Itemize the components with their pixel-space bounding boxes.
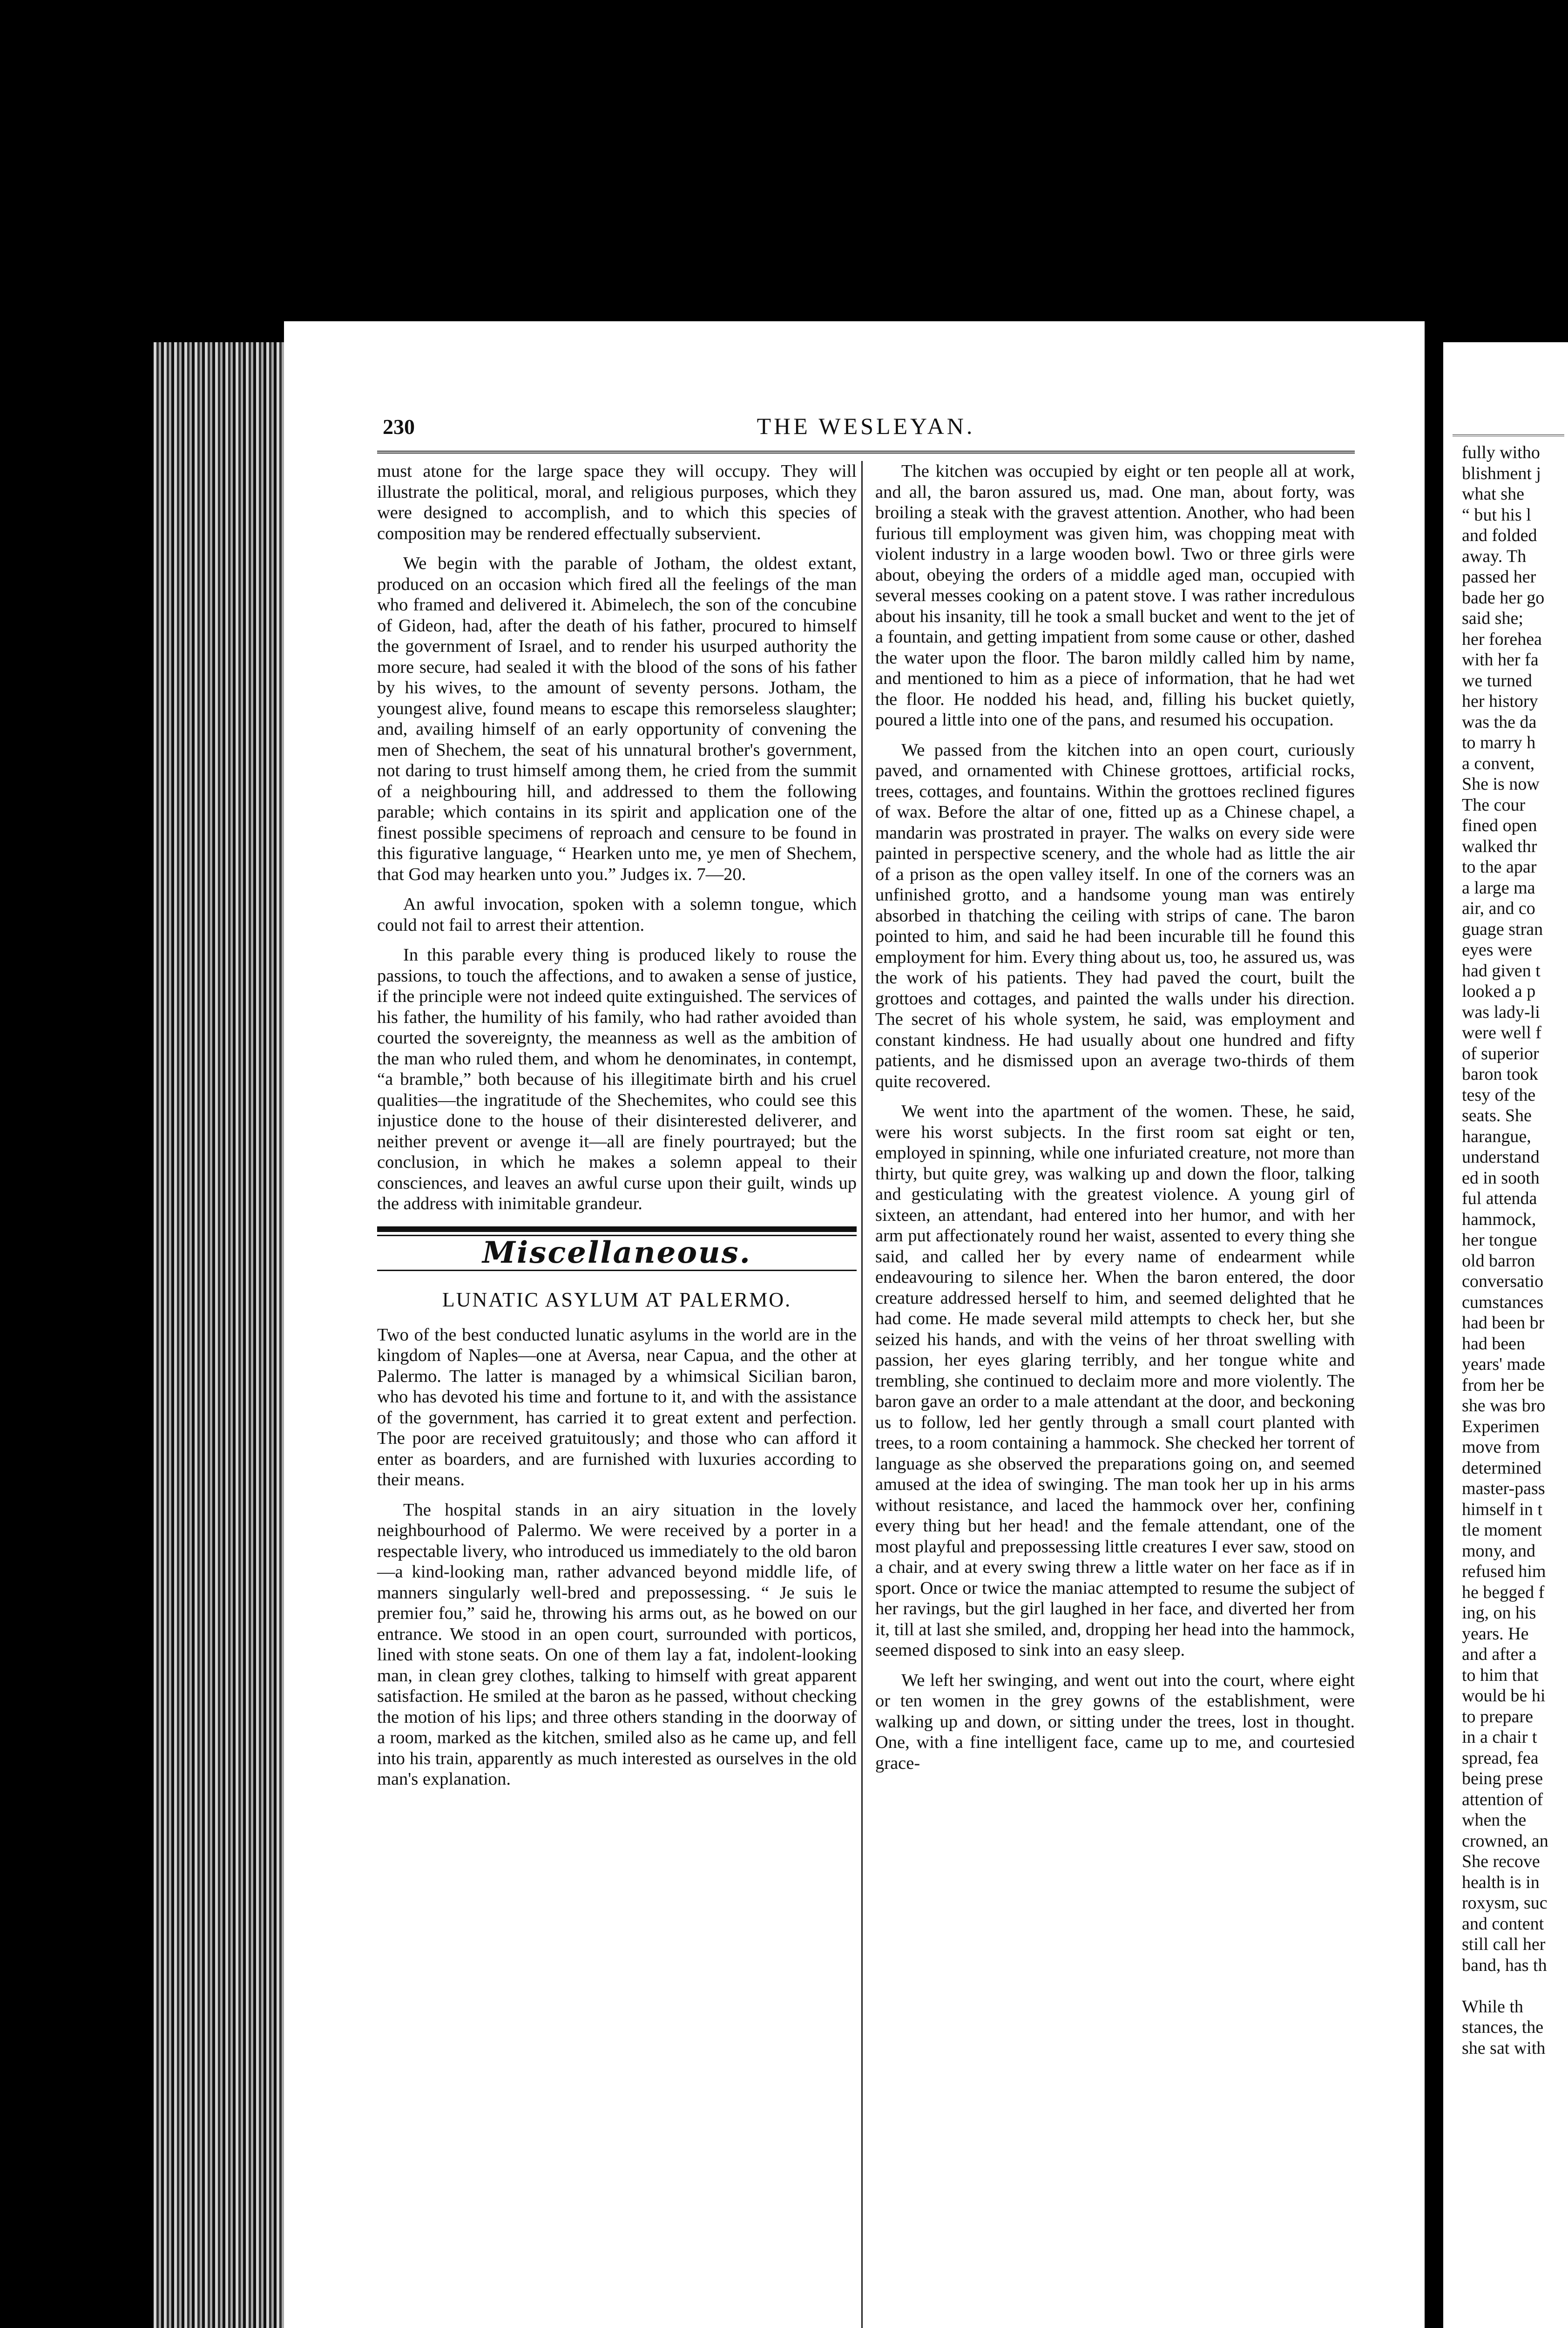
- facing-page-line: refused him: [1462, 1562, 1546, 1581]
- facing-page-line: we turned: [1462, 670, 1532, 690]
- facing-page-line: understand: [1462, 1147, 1540, 1167]
- facing-page-line: She is now: [1462, 774, 1540, 794]
- page-number: 230: [383, 415, 415, 439]
- facing-page-line: guage stran: [1462, 919, 1543, 939]
- facing-page-line: stances, the: [1462, 2017, 1544, 2037]
- facing-page-line: years' made: [1462, 1354, 1545, 1374]
- facing-page-line: in a chair t: [1462, 1727, 1537, 1747]
- facing-page-line: fined open: [1462, 816, 1537, 835]
- facing-page-line: Experimen: [1462, 1416, 1540, 1436]
- facing-page-line: hammock,: [1462, 1209, 1536, 1229]
- article-title: LUNATIC ASYLUM AT PALERMO.: [442, 1288, 792, 1311]
- facing-page-line: eyes were: [1462, 940, 1532, 960]
- facing-page-line: her history: [1462, 691, 1538, 711]
- facing-page-line: seats. She: [1462, 1106, 1532, 1125]
- facing-page-line: being prese: [1462, 1769, 1543, 1788]
- facing-page-line: had given t: [1462, 961, 1541, 981]
- facing-page-line: fully witho: [1462, 443, 1540, 462]
- facing-page-line: and folded: [1462, 526, 1537, 545]
- facing-page-line: from her be: [1462, 1375, 1545, 1395]
- facing-page-line: move from: [1462, 1437, 1540, 1457]
- facing-page-line: had been br: [1462, 1313, 1545, 1333]
- facing-page-line: and content: [1462, 1914, 1544, 1934]
- facing-page-line: band, has th: [1462, 1955, 1547, 1975]
- paragraph: In this parable every thing is produced likely to rouse the passions, to touch the affections, and to awaken a sense of justice, if the principle were not indeed quite extinguished. The services of his father, the humility of his family, who had rather avoided than courted the sovereignty, the meanness as well as the ambition of the man who ruled them, and whom he denominates, in contempt, “a bramble,” both because of his illegitimate birth and his cruel qualities—the ingratitude of the Shechemites, who could see this injustice done to the house of their disinterested deliverer, and neither prevent or avenge it—all are finely pourtrayed; but the conclusion, in which he makes a solemn appeal to their consciences, and leaves an awful curse upon their guilt, winds up the address with inimitable grandeur.: [377, 945, 857, 1213]
- facing-page-line: determined: [1462, 1458, 1541, 1478]
- facing-page-line: when the: [1462, 1810, 1527, 1830]
- facing-page-line: While th: [1462, 1996, 1523, 2017]
- facing-page-line: himself in t: [1462, 1499, 1543, 1519]
- facing-page-line: ing, on his: [1462, 1603, 1536, 1623]
- facing-page-line: to marry h: [1462, 733, 1536, 752]
- facing-page-line: blishment j: [1462, 463, 1541, 483]
- facing-page-line: spread, fea: [1462, 1748, 1539, 1768]
- facing-page-line: The cour: [1462, 795, 1526, 815]
- section-rule: [377, 1226, 857, 1232]
- facing-page-line: she was bro: [1462, 1396, 1546, 1415]
- facing-page-line: conversatio: [1462, 1272, 1544, 1291]
- facing-page-line: walked thr: [1462, 836, 1537, 856]
- facing-page-line: a large ma: [1462, 878, 1535, 898]
- facing-page-line: said she;: [1462, 609, 1523, 628]
- paragraph: We went into the apartment of the women. These, he said, were his worst subjects. In the first room sat eight or ten, employed in spinning, while one infuriated creature, not more than thirty, but quite grey, was walking up and down the floor, talking and gesticulating with the greatest violence. A young girl of sixteen, an attendant, had entered into her humor, and with her arm put affectionately round her waist, assented to every thing she said, and called her by every name of endearment while endeavouring to silence her. When the baron entered, the door creature addressed herself to him, and seemed delighted that he had come. He made several mild attempts to check her, but she seized his hands, and with the veins of her throat swelling with passion, her eyes glaring terribly, and her tongue white and trembling, she continued to declaim more and more violently. The baron gave an order to a male attendant at the door, and beckoning us to follow, led her gently through a small court planted with trees, to a room containing a hammock. She checked her torrent of language as she observed the preparations going on, and seemed amused at the idea of swinging. The man took her up in his arms without resistance, and laced the hammock over her, confining every thing but her head! and the female attendant, one of the most playful and prepossessing little creatures I ever saw, stood on a chair, and at every swing threw a little water on her face as if in sport. Once or twice the maniac attempted to resume the subject of her ravings, but the girl laughed in her face, and diverted her from it, till at last she smiled, and, dropping her head into the hammock, seemed disposed to sink into an easy sleep.: [875, 1102, 1355, 1660]
- paragraph: Two of the best conducted lunatic asylums in the world are in the kingdom of Naples—one at Aversa, near Capua, and the other at Palermo. The latter is managed by a whimsical Sicilian baron, who has devoted his time and fortune to it, and with the assistance of the government, has carried it to great extent and perfection. The poor are received gratuitously; and those who can afford it enter as boarders, and are furnished with luxuries according to their means.: [377, 1325, 857, 1489]
- facing-page-line: was the da: [1462, 712, 1537, 732]
- paragraph: The kitchen was occupied by eight or ten people all at work, and all, the baron assured us, mad. One man, about forty, was broiling a steak with the gravest attention. Another, who had been furious till employment was given him, was chopping meat with violent industry in a large wooden bowl. Two or three girls were about, obeying the orders of a middle aged man, occupied with several messes cooking on a patent stove. I was rather incredulous about his insanity, till he took a small bucket and went to the jet of a fountain, and getting impatient from some cause or other, dashed the water upon the floor. The baron mildly called him by name, and mentioned to him as a piece of information, that he had wet the floor. He nodded his head, and, filling his bucket quietly, poured a little into one of the pans, and resumed his occupation.: [875, 461, 1355, 730]
- facing-page-line: [1462, 1976, 1568, 1996]
- facing-page-line: “ but his l: [1462, 505, 1531, 525]
- book-binding-edge: [154, 342, 289, 2328]
- facing-page-line: years. He: [1462, 1624, 1529, 1644]
- facing-page-line: what she: [1462, 484, 1525, 504]
- facing-page-line: to the apar: [1462, 857, 1537, 877]
- facing-page-line: roxysm, suc: [1462, 1893, 1548, 1913]
- facing-page-line: health is in: [1462, 1872, 1540, 1892]
- facing-page-line: was lady-li: [1462, 1002, 1540, 1022]
- facing-page-line: looked a p: [1462, 981, 1536, 1001]
- paragraph: must atone for the large space they will occupy. They will illustrate the political, moral, and religious purposes, which they were designed to accomplish, and to which this species of composition may be rendered effectually subservient.: [377, 461, 857, 543]
- left-column: [377, 461, 857, 1799]
- facing-page-line: baron took: [1462, 1064, 1538, 1084]
- facing-page-line: ful attenda: [1462, 1189, 1537, 1208]
- facing-page-line: a convent,: [1462, 753, 1535, 773]
- facing-page-line: passed her: [1462, 567, 1536, 587]
- facing-page-line: She recove: [1462, 1852, 1540, 1871]
- paragraph: We left her swinging, and went out into the court, where eight or ten women in the grey gowns of the establishment, were walking up and down, or sitting under the trees, lost in thought. One, with a fine intelligent face, came up to me, and courtesied grace-: [875, 1670, 1355, 1773]
- facing-page-line: tesy of the: [1462, 1085, 1536, 1105]
- facing-page-line: still call her: [1462, 1935, 1546, 1954]
- facing-page-line: to him that: [1462, 1665, 1539, 1685]
- facing-page-line: harangue,: [1462, 1126, 1531, 1146]
- paragraph: An awful invocation, spoken with a solemn tongue, which could not fail to arrest their attention.: [377, 894, 857, 935]
- running-title: THE WESLEYAN.: [757, 413, 975, 439]
- right-column: [875, 461, 1355, 1783]
- facing-page-line: were well f: [1462, 1023, 1541, 1042]
- facing-page-line: she sat with: [1462, 2038, 1546, 2058]
- facing-page-line: ed in sooth: [1462, 1168, 1540, 1188]
- facing-page-line: master-pass: [1462, 1479, 1545, 1498]
- facing-page-line: would be hi: [1462, 1686, 1546, 1705]
- facing-page-line: mony, and: [1462, 1541, 1535, 1561]
- facing-page-line: he begged f: [1462, 1582, 1545, 1602]
- facing-page-line: air, and co: [1462, 899, 1535, 918]
- facing-page-line: and after a: [1462, 1644, 1537, 1664]
- facing-page-line: attention of: [1462, 1789, 1543, 1809]
- facing-page-line: old barron: [1462, 1251, 1535, 1271]
- facing-page-line: tle moment: [1462, 1520, 1542, 1540]
- facing-page-line: cumstances: [1462, 1292, 1544, 1312]
- facing-page-line: her forehea: [1462, 629, 1542, 649]
- paragraph: The hospital stands in an airy situation in the lovely neighbourhood of Palermo. We were received by a porter in a respectable livery, who introduced us immediately to the old baron—a kind-looking man, rather advanced beyond middle life, of manners singularly well-bred and prepossessing. “ Je suis le premier fou,” said he, throwing his arms out, as he bowed on our entrance. We stood in an open court, surrounded with porticos, lined with stone seats. On one of them lay a fat, indolent-looking man, in clean grey clothes, talking to himself with great apparent satisfaction. He smiled at the baron as he passed, without checking the motion of his lips; and three others standing in the doorway of a room, marked as the kitchen, smiled also as he came up, and fell into his train, apparently as much interested as ourselves in the old man's explanation.: [377, 1500, 857, 1789]
- book-page: [284, 321, 1425, 2328]
- facing-page-line: had been: [1462, 1333, 1526, 1353]
- facing-page-line: bade her go: [1462, 588, 1545, 608]
- facing-page-rule: [1453, 434, 1564, 436]
- paragraph: We begin with the parable of Jotham, the oldest extant, produced on an occasion which fired all the feelings of the man who framed and delivered it. Abimelech, the son of the concubine of Gideon, had, after the death of his father, procured to himself the government of Israel, and to render his usurped authority the more secure, had sealed it with the blood of the sons of his father by his wives, to the amount of seventy persons. Jotham, the youngest alive, found means to escape this remorseless slaughter; and, availing himself of an early opportunity of convening the men of Shechem, the seat of his unnatural brother's government, not daring to trust himself among them, he cried from the summit of a neighbouring hill, and addressed to them the following parable; which contains in its spirit and application one of the finest possible specimens of reproach and censure to be found in this figurative language, “ Hearken unto me, ye men of Shechem, that God may hearken unto you.” Judges ix. 7—20.: [377, 554, 857, 884]
- facing-page-line: crowned, an: [1462, 1831, 1548, 1851]
- facing-page-line: with her fa: [1462, 650, 1539, 670]
- paragraph: We passed from the kitchen into an open court, curiously paved, and ornamented with Chinese grottoes, artificial rocks, trees, cottages, and fountains. Within the grottoes reclined figures of wax. Before the altar of one, fitted up as a Chinese chapel, a mandarin was prostrated in prayer. The walks on every side were painted in perspective scenery, and the whole had as little the air of a prison as the open valley itself. In one of the corners was an unfinished grotto, and a handsome young man was entirely absorbed in thatching the ceiling with strips of cane. The baron pointed to him, and said he had been incurable till he found this employment for him. Every thing about us, too, he assured us, was the work of his patients. They had paved the court, built the grottoes and cottages, and painted the walls under his direction. The secret of his whole system, he said, was employment and constant kindness. He had usually about one hundred and fifty patients, and he dismissed upon an average two-thirds of them quite recovered.: [875, 740, 1355, 1091]
- facing-page-line: of superior: [1462, 1043, 1539, 1063]
- page-header: [377, 410, 1355, 447]
- column-divider: [861, 461, 863, 2328]
- header-rule: [377, 451, 1355, 453]
- facing-page-line: her tongue: [1462, 1230, 1537, 1250]
- facing-page-line: away. Th: [1462, 546, 1527, 566]
- section-heading: Miscellaneous.: [482, 1235, 751, 1270]
- facing-page-edge: [1443, 342, 1568, 2328]
- facing-page-line: to prepare: [1462, 1706, 1533, 1726]
- facing-page-text: [1443, 342, 1568, 2058]
